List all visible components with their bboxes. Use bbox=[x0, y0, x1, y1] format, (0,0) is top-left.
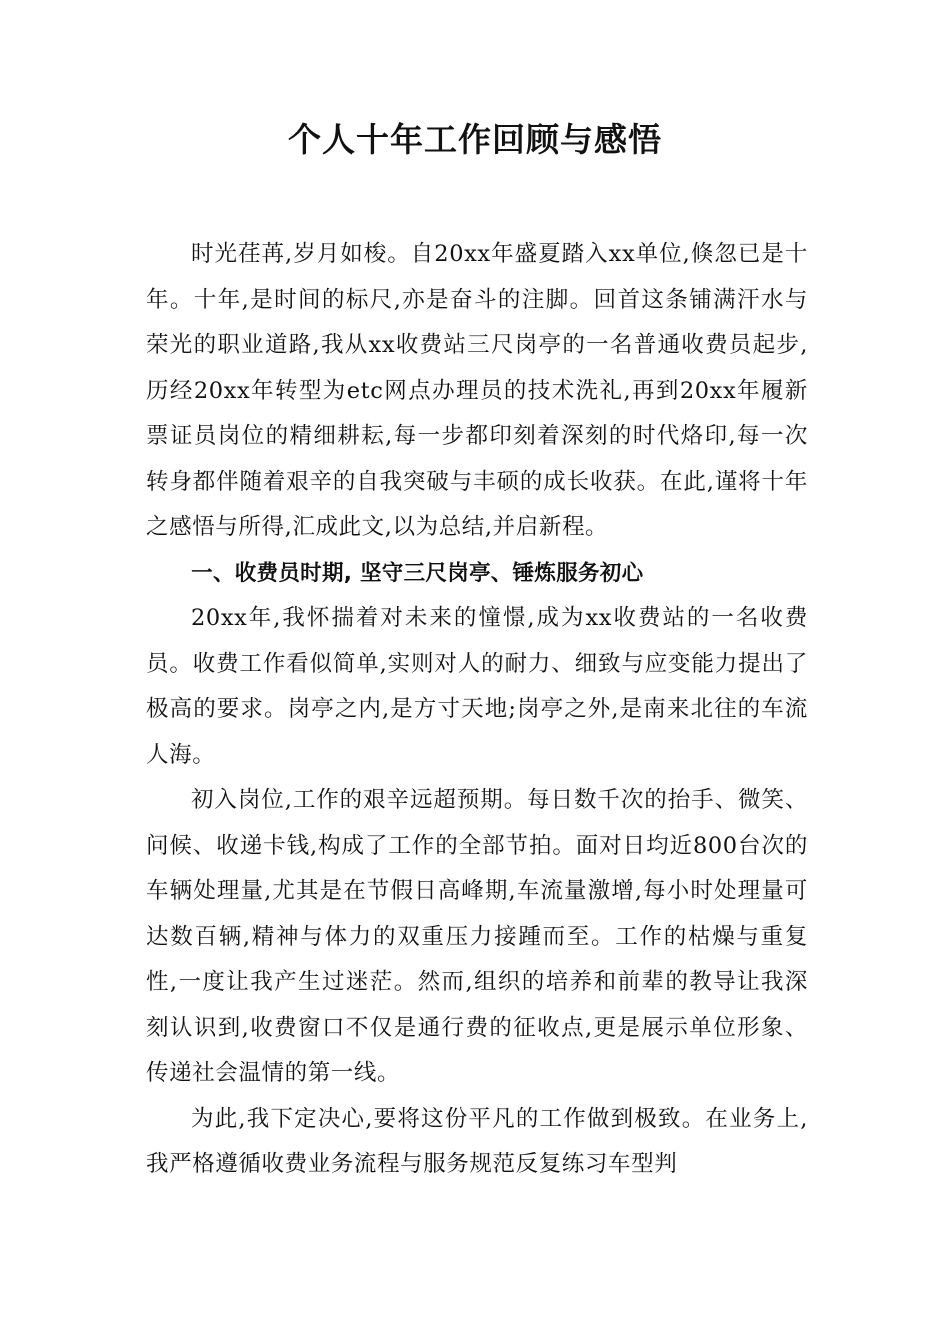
section-paragraph-1: 20xx年,我怀揣着对未来的憧憬,成为xx收费站的一名收费员。收费工作看似简单,实则对人的耐力、细致与应变能力提出了极高的要求。岗亭之内,是方寸天地;岗亭之外,是南来北往的车流人海。 bbox=[146, 605, 808, 768]
document-title: 个人十年工作回顾与感悟 bbox=[288, 120, 662, 159]
section-paragraph-2: 初入岗位,工作的艰辛远超预期。每日数千次的抬手、微笑、问候、收递卡钱,构成了工作的全部节拍。面对日均近800台次的车辆处理量,尤其是在节假日高峰期,车流量激增,每小时处理量可达数百辆,精神与体力的双重压力接踵而至。工作的枯燥与重复性,一度让我产生过迷茫。然而,组织的培养和前辈的教导让我深刻认识到,收费窗口不仅是通行费的征收点,更是展示单位形象、传递社会温情的第一线。 bbox=[146, 787, 808, 1086]
section-heading: 一、收费员时期, 坚守三尺岗亭、锤炼服务初心 bbox=[191, 560, 644, 586]
section-paragraph-3: 为此,我下定决心,要将这份平凡的工作做到极致。在业务上,我严格遵循收费业务流程与服务规范反复练习车型判 bbox=[146, 1105, 808, 1177]
intro-paragraph: 时光荏苒,岁月如梭。自20xx年盛夏踏入xx单位,倏忽已是十年。十年,是时间的标尺,亦是奋斗的注脚。回首这条铺满汗水与荣光的职业道路,我从xx收费站三尺岗亭的一名普通收费员起步,历经20xx年转型为etc网点办理员的技术洗礼,再到20xx年履新票证员岗位的精细耕耘,每一步都印刻着深刻的时代烙印,每一次转身都伴随着艰辛的自我突破与丰硕的成长收获。在此,谨将十年之感悟与所得,汇成此文,以为总结,并启新程。 bbox=[146, 241, 808, 540]
document-body bbox=[146, 232, 808, 1188]
